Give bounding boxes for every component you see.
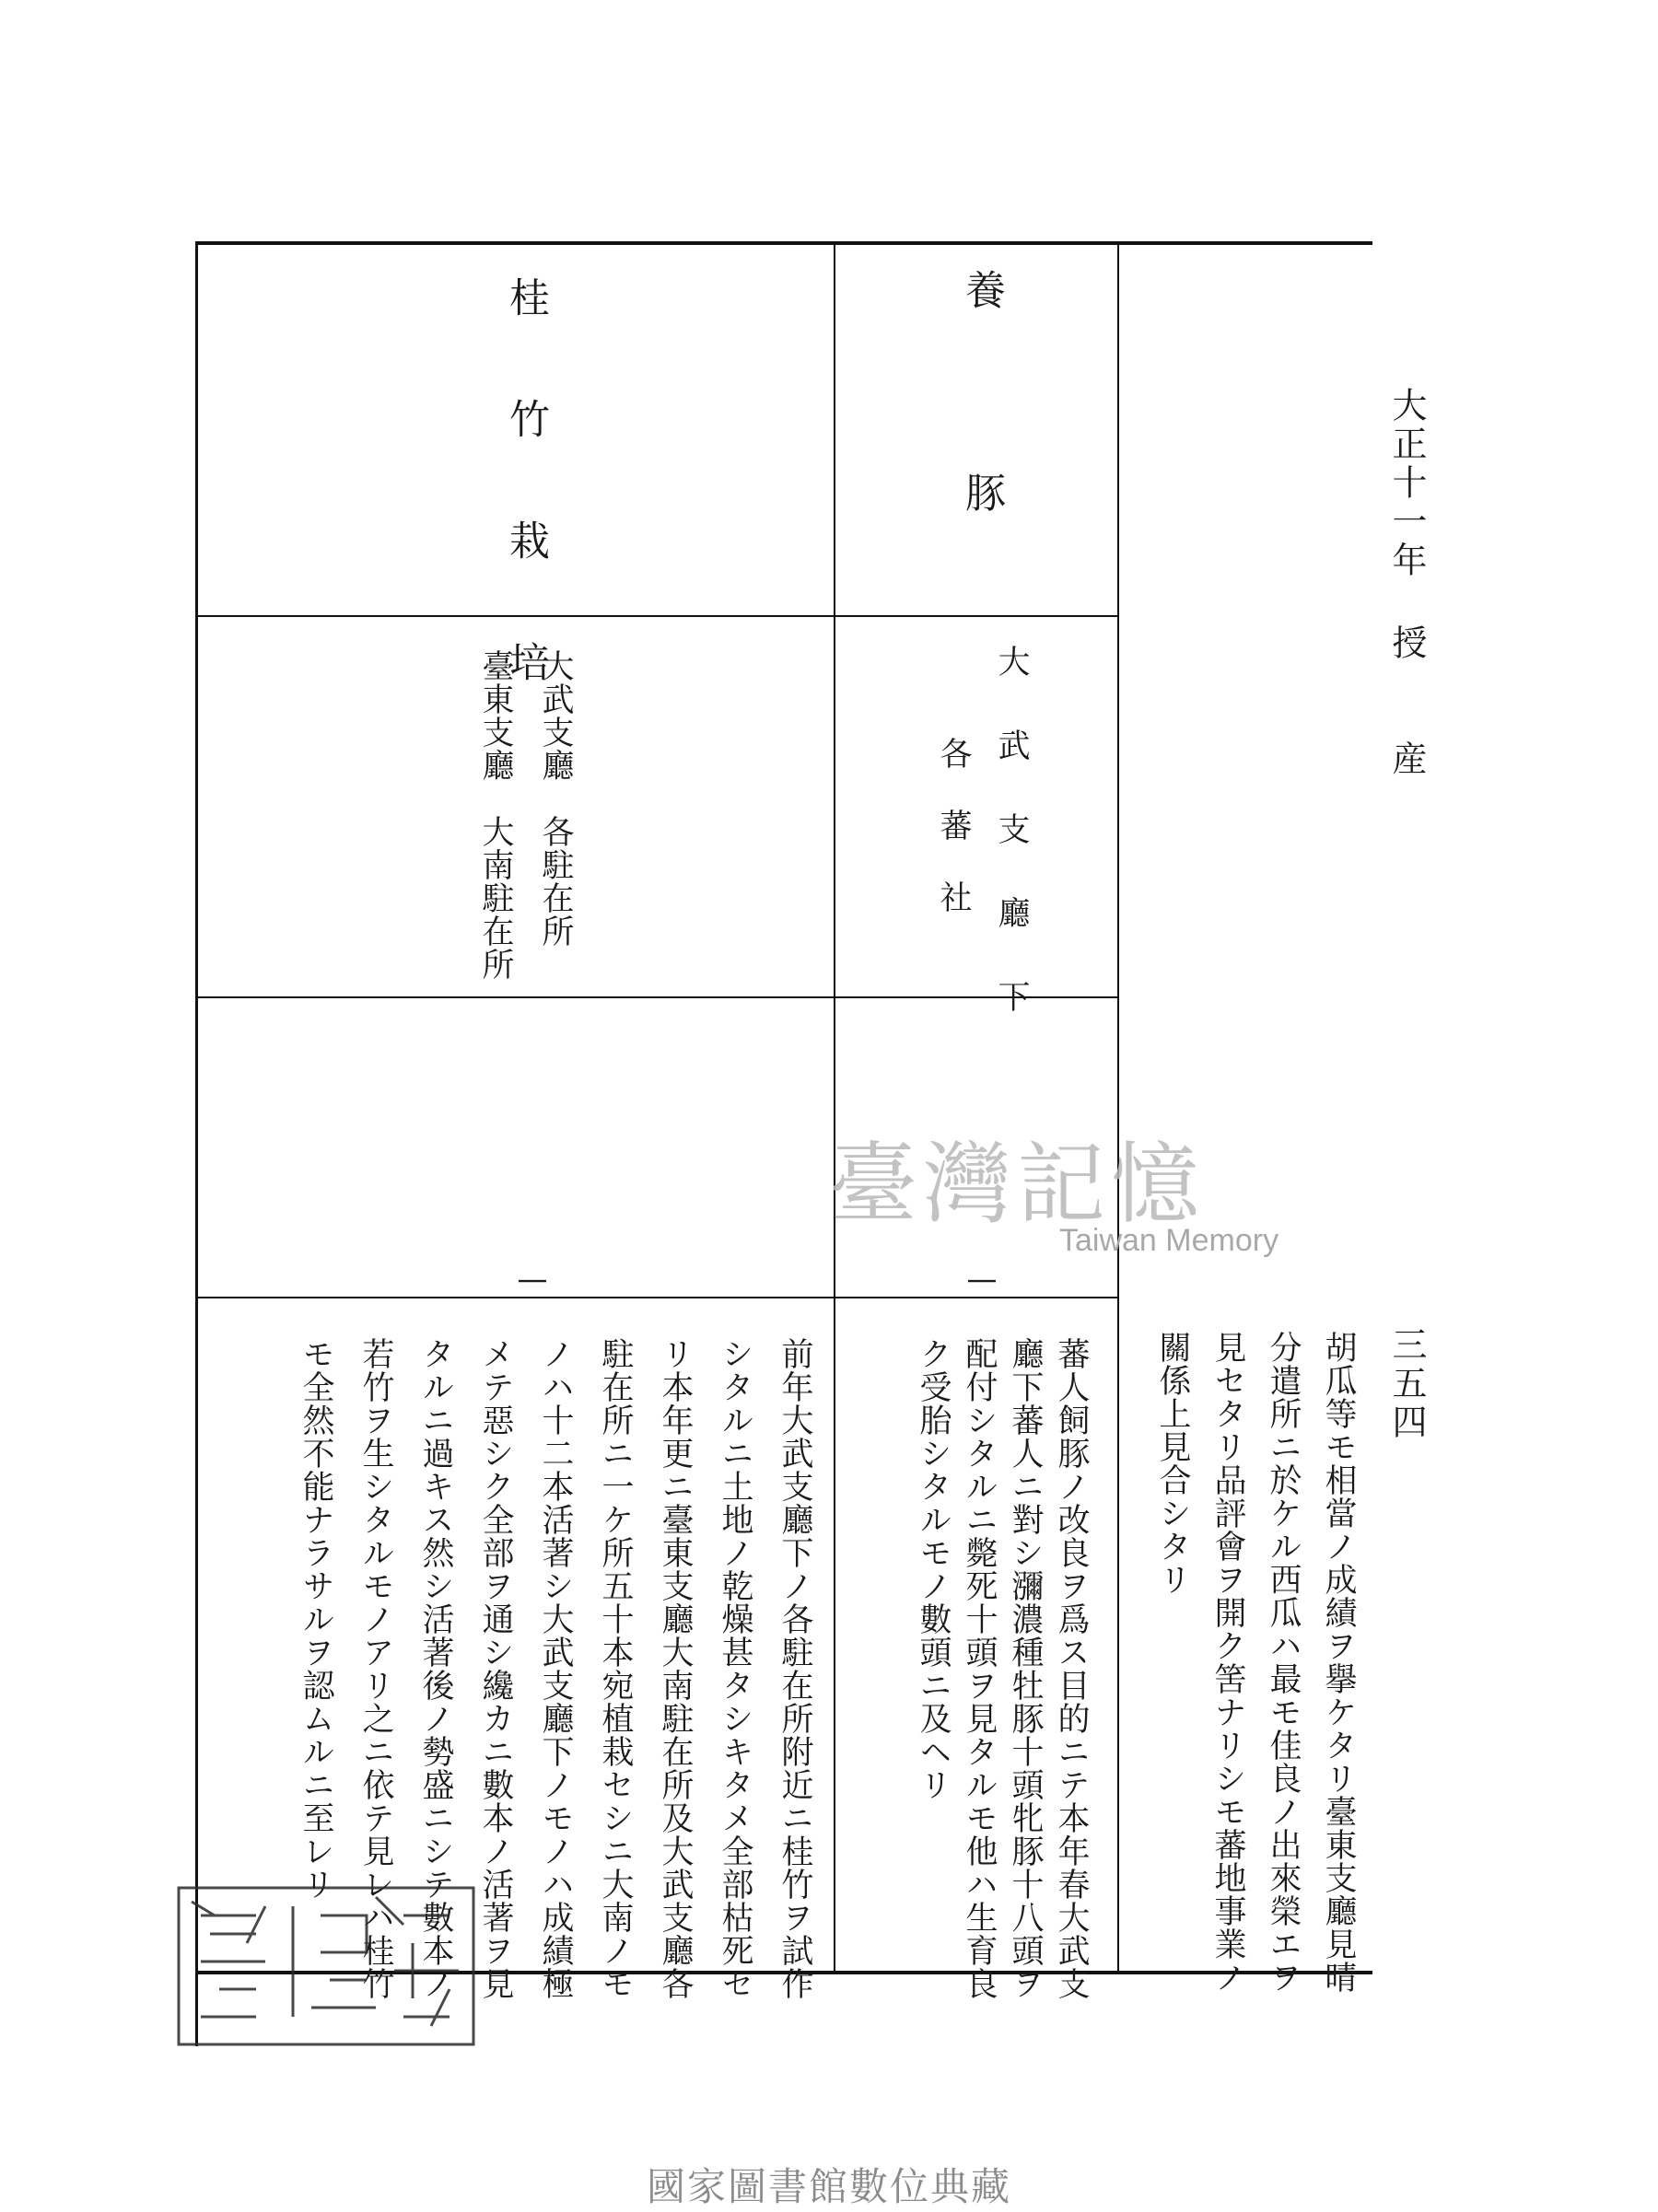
section-heading: 桂 竹 栽 培 — [502, 276, 549, 681]
page-number: 三五四 — [1386, 1326, 1427, 1442]
location-line: 大 武 支 廳 下 — [993, 645, 1030, 1019]
seal-stamp — [173, 1879, 486, 2054]
location-line: 臺東支廳 大南駐在所 — [477, 649, 514, 981]
row-divider-1 — [198, 615, 1117, 617]
location-line: 大武支廳 各駐在所 — [537, 649, 574, 948]
footer-library: 國家圖書館數位典藏 — [646, 2164, 1011, 2209]
text-column: 駐在所ニ一ケ所五十本宛植栽セシニ大南ノモ — [597, 1337, 634, 2000]
text-column: 蕃人飼豚ノ改良ヲ爲ス目的ニテ本年春大武支 — [1053, 1337, 1090, 2000]
text-column: 廳下蕃人ニ對シ瀰濃種牡豚十頭牝豚十八頭ヲ — [1007, 1337, 1044, 2000]
location-line: 各 蕃 社 — [935, 737, 972, 916]
text-column: リ本年更ニ臺東支廳大南駐在所及大武支廳各 — [657, 1337, 694, 2000]
text-column: 分遣所ニ於ケル西瓜ハ最モ佳良ノ出來榮エヲ — [1265, 1331, 1302, 1994]
text-column: 若竹ヲ生シタルモノアリ之ニ依テ見レハ桂竹 — [357, 1337, 394, 2000]
text-column: タルニ過キス然シ活著後ノ勢盛ニシテ數本ノ — [417, 1337, 454, 2000]
text-column: 胡瓜等モ相當ノ成績ヲ擧ケタリ臺東支廳見晴 — [1320, 1331, 1357, 1994]
text-column: 關係上見合シタリ — [1154, 1331, 1191, 1596]
top-rule — [195, 241, 1372, 245]
watermark-english: Taiwan Memory — [1059, 1223, 1279, 1258]
text-column: ノハ十二本活著シ大武支廳下ノモノハ成績極 — [537, 1337, 574, 2000]
column-divider-1 — [834, 244, 835, 1971]
text-column: 見セタリ品評會ヲ開ク筈ナリシモ蕃地事業ノ — [1209, 1331, 1246, 1994]
left-rule — [195, 241, 198, 2046]
seal-stamp-graphic — [173, 1879, 486, 2054]
no-data-dash: | — [518, 1276, 550, 1286]
no-data-dash: | — [967, 1276, 999, 1286]
watermark-chinese: 臺灣記憶 — [829, 1133, 1205, 1236]
row-divider-2 — [198, 996, 1117, 998]
column-divider-2 — [1117, 244, 1119, 1971]
text-column: メテ惡シク全部ヲ通シ纔カニ數本ノ活著ヲ見 — [477, 1337, 514, 2000]
text-column: モ全然不能ナラサルヲ認ムルニ至レリ — [298, 1337, 334, 1901]
row-divider-3 — [198, 1297, 1117, 1298]
section-heading: 養 豚 — [958, 269, 1005, 512]
text-column: ク受胎シタルモノ數頭ニ及ヘリ — [915, 1337, 952, 1801]
running-title: 大正十一年 授 産 — [1386, 387, 1427, 779]
text-column: 前年大武支廳下ノ各駐在所附近ニ桂竹ヲ試作 — [776, 1337, 813, 2000]
text-column: シタルニ土地ノ乾燥甚タシキタメ全部枯死セ — [717, 1337, 753, 2000]
text-column: 配付シタルニ斃死十頭ヲ見タルモ他ハ生育良 — [961, 1337, 998, 2000]
watermark — [829, 1114, 1308, 1271]
